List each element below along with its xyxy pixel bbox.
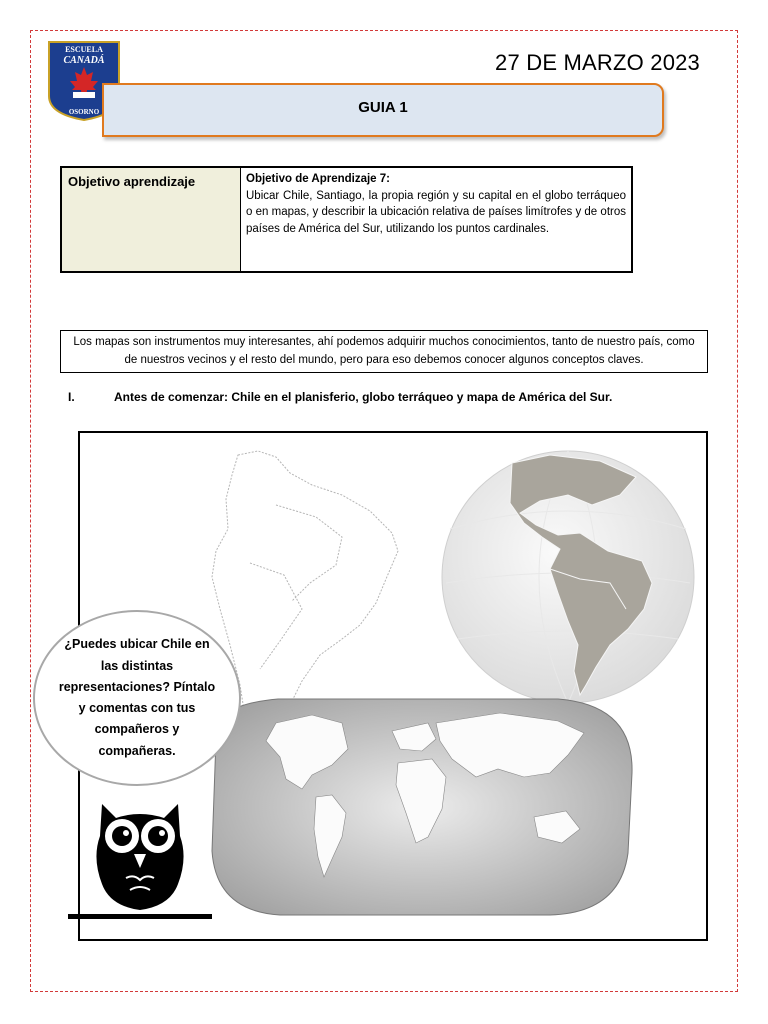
objective-label: Objetivo aprendizaje — [62, 168, 241, 271]
intro-box: Los mapas son instrumentos muy interesantes, ahí podemos adquirir muchos conocimientos, tanto de nuestro país, como de nuestros vecinos y el resto del mundo, pero para eso debemos conocer algunos conceptos claves. — [60, 330, 708, 373]
section-number: I. — [68, 390, 75, 404]
section-title: Antes de comenzar: Chile en el planisferio, globo terráqueo y mapa de América del Sur. — [114, 390, 613, 404]
guide-title-bar — [102, 83, 664, 137]
section-heading — [68, 390, 612, 404]
objective-table — [60, 166, 633, 273]
objective-content — [241, 168, 631, 271]
world-map — [212, 699, 632, 915]
objective-text: Ubicar Chile, Santiago, la propia región y su capital en el globo terráqueo o en mapas, y describir la ubicación relativa de países limítrofes y de otros países de América del Sur, utilizando los puntos cardinales. — [246, 189, 626, 236]
guide-title: GUIA 1 — [358, 99, 408, 116]
globe-map — [442, 451, 694, 703]
svg-text:CANADÁ: CANADÁ — [63, 55, 105, 66]
svg-text:OSORNO: OSORNO — [68, 108, 100, 116]
owl-icon — [68, 796, 212, 922]
svg-text:ESCUELA: ESCUELA — [65, 45, 103, 54]
activity-prompt-bubble: ¿Puedes ubicar Chile en las distintas representaciones? Píntalo y comentas con tus compañeros y compañeras. — [33, 610, 241, 786]
objective-title: Objetivo de Aprendizaje 7: — [246, 173, 390, 185]
document-date: 27 DE MARZO 2023 — [495, 50, 700, 75]
